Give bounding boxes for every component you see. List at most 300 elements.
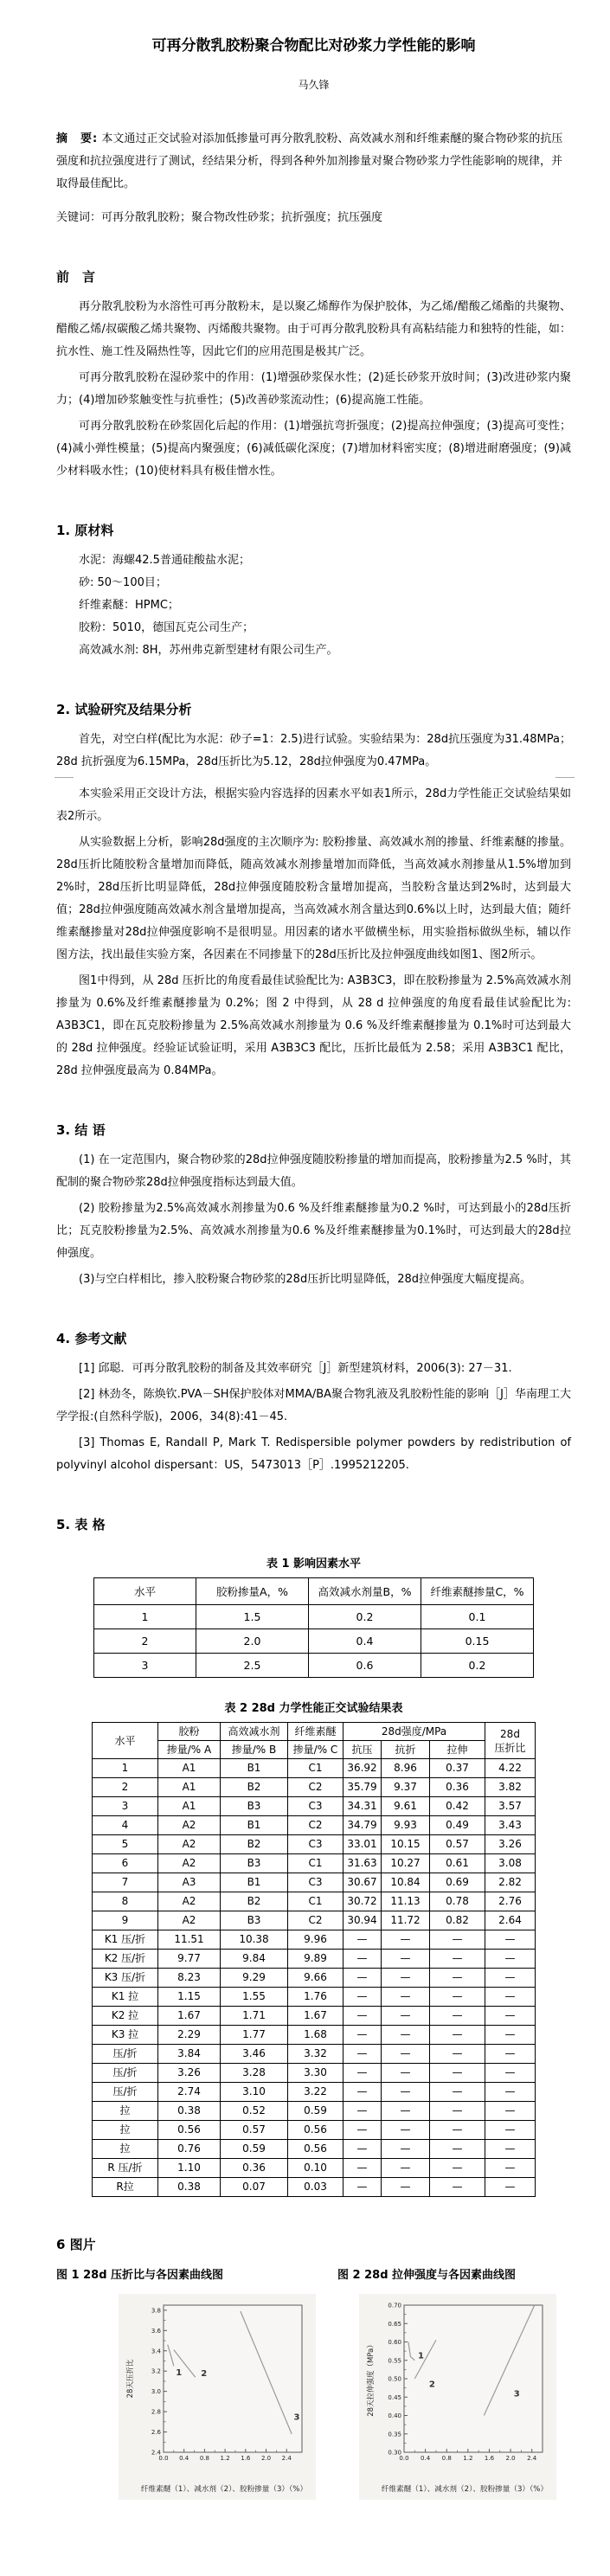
table-cell: 0.6 [309,1654,421,1678]
table-cell: 1.67 [158,2007,221,2026]
table-cell: 34.79 [344,1816,382,1835]
table-row [93,2026,536,2045]
paragraph: 水泥：海螺42.5普通硅酸盐水泥； [79,554,250,567]
table-cell: A2 [158,1911,221,1930]
table-cell: — [382,2121,430,2140]
col-header: 高效减水剂 [221,1723,288,1741]
table-cell: — [485,1930,536,1950]
table-orthogonal-results [92,1722,536,2197]
table-cell: 9.77 [158,1950,221,1969]
table-cell: R拉 [93,2178,158,2197]
svg-text:2.4: 2.4 [151,2449,161,2457]
table-cell: 0.49 [430,1816,485,1835]
figures-row [56,2265,571,2500]
table-cell: 3.43 [485,1816,536,1835]
paragraph: [2] 林劲冬，陈焕钦.PVA－SH保护胶体对MMA/BA聚合物乳液及乳胶粉性能的影响［J］华南理工大学学报:(自然科学版)，2006，34(8):41－45. [56,1388,571,1423]
table-cell: K2 拉 [93,2007,158,2026]
svg-text:纤维素醚（1）、减水剂（2）、胶粉掺量（3）（%）: 纤维素醚（1）、减水剂（2）、胶粉掺量（3）（%） [381,2485,549,2494]
page-title: 可再分散乳胶粉聚合物配比对砂浆力学性能的影响 [151,37,476,55]
table-cell: 4 [93,1816,158,1835]
paragraph: 砂: 50～100目； [79,576,167,589]
table-cell: C1 [288,1854,344,1873]
col-header: 抗压 [344,1741,382,1759]
svg-text:3.0: 3.0 [151,2388,161,2396]
table-cell: 拉 [93,2102,158,2121]
table-cell: — [485,2102,536,2121]
col-header: 水平 [93,1723,158,1759]
svg-text:3: 3 [293,2412,300,2423]
svg-text:1: 1 [418,2351,424,2361]
table-cell: B2 [221,1892,288,1911]
table-cell: 0.10 [288,2159,344,2178]
table-cell: — [382,2026,430,2045]
table-cell: — [485,2178,536,2197]
table-cell: 0.56 [288,2121,344,2140]
figure-2-caption: 图 2 28d 拉伸强度与各因素曲线图 [337,2269,517,2282]
table-row [93,1911,536,1930]
heading-conclusion: 3. 结 语 [56,1122,106,1138]
abstract [56,128,571,196]
table-cell: A1 [158,1778,221,1797]
table-cell: A1 [158,1759,221,1778]
table-cell: 0.59 [288,2102,344,2121]
chart-compression-flexure-ratio [119,2294,316,2500]
table1-caption: 表 1 影响因素水平 [266,1558,362,1571]
table-cell: — [382,1969,430,1988]
table-cell: 2.74 [158,2083,221,2102]
table-header-row [94,1578,534,1605]
table-row [93,1950,536,1969]
table-cell: — [344,2140,382,2159]
table-cell: 拉 [93,2140,158,2159]
svg-text:3: 3 [513,2389,520,2399]
table-cell: 0.56 [288,2140,344,2159]
table-cell: — [430,2140,485,2159]
table-cell: — [382,1988,430,2007]
table-header-row [93,1741,536,1759]
table-cell: 0.37 [430,1759,485,1778]
conclusion-list [56,1149,571,1291]
table-cell: 0.57 [221,2121,288,2140]
paragraph: 从实验数据上分析，影响28d强度的主次顺序为: 胶粉掺量、高效减水剂的掺量、纤维素醚的掺量。28d压折比随胶粉含量增加而降低，随高效减水剂掺量增加而降低，当高效减水剂掺量从1.5%增加到2%时，28d压折比明显降低，28d拉伸强度随胶粉含量增加提高，当胶粉含量达到2%时，达到最大值；28d拉伸强度随高效减水剂含量增加提高，当高效减水剂含量达到0.6%以上时，达到最大值；随纤维素醚掺量对28d拉伸强度影响不是很明显。用因素的诸水平做横坐标，用实验指标做纵坐标，辅以作图方法，找出最佳实验方案，各因素在不同掺量下的28d压折比及拉伸强度曲线如图1、图2所示。 [56,836,571,961]
table-cell: — [485,2007,536,2026]
svg-text:3.4: 3.4 [151,2348,161,2355]
table-cell: — [344,2083,382,2102]
table-row [94,1629,534,1654]
table-cell: 3.30 [288,2064,344,2083]
table-cell: C1 [288,1759,344,1778]
table-cell: K3 压/折 [93,1969,158,1988]
table-cell: 0.03 [288,2178,344,2197]
heading-research: 2. 试验研究及结果分析 [56,702,192,717]
svg-text:0.65: 0.65 [388,2320,401,2328]
table-cell: — [344,2102,382,2121]
table-cell: 2 [93,1778,158,1797]
svg-text:0.40: 0.40 [388,2412,401,2419]
svg-text:0.30: 0.30 [388,2449,401,2457]
table-cell: 30.72 [344,1892,382,1911]
table-cell: 2.64 [485,1911,536,1930]
table-cell: — [430,2178,485,2197]
svg-text:0.4: 0.4 [421,2455,431,2462]
svg-text:2.6: 2.6 [151,2429,161,2437]
paragraph: 再分散乳胶粉为水溶性可再分散粉末，是以聚乙烯醇作为保护胶体，为乙烯/醋酸乙烯酯的共聚物、醋酸乙烯/叔碳酸乙烯共聚物、丙烯酸共聚物。由于可再分散乳胶粉具有高粘结能力和独特的性能，如：抗水性、施工性及隔热性等，因此它们的应用范围是极其广泛。 [56,300,571,358]
page-break-marker [56,777,571,779]
svg-text:2.8: 2.8 [151,2408,161,2416]
keywords-line: 关键词：可再分散乳胶粉；聚合物改性砂浆；抗折强度；抗压强度 [56,211,383,224]
col-header: 纤维素醚掺量C，% [421,1578,534,1605]
table-row [94,1654,534,1678]
heading-materials: 1. 原材料 [56,523,114,538]
table-cell: 9.84 [221,1950,288,1969]
table-cell: — [430,1930,485,1950]
table-cell: — [344,2159,382,2178]
table-cell: A2 [158,1816,221,1835]
col-header: 掺量/% B [221,1741,288,1759]
table-cell: — [430,2102,485,2121]
col-header: 胶粉掺量A，% [196,1578,309,1605]
table-cell: 3.82 [485,1778,536,1797]
table-row [93,1759,536,1778]
col-header: 高效减水剂量B，% [309,1578,421,1605]
table-cell: — [485,2083,536,2102]
table-cell: 3.22 [288,2083,344,2102]
table-cell: 0.76 [158,2140,221,2159]
table-cell: 10.15 [382,1835,430,1854]
col-header: 28d 压折比 [485,1723,536,1759]
svg-text:2.0: 2.0 [260,2455,272,2462]
svg-text:2.4: 2.4 [527,2455,537,2462]
svg-text:1: 1 [176,2367,183,2378]
col-header: 纤维素醚 [288,1723,344,1741]
svg-text:2.4: 2.4 [281,2455,292,2462]
table-cell: — [430,2064,485,2083]
svg-text:3.6: 3.6 [151,2327,161,2335]
table-cell: 34.31 [344,1797,382,1816]
table-cell: 6 [93,1854,158,1873]
table-cell: — [485,1988,536,2007]
table-cell: 9.29 [221,1969,288,1988]
table-cell: 30.94 [344,1911,382,1930]
table-cell: 3.10 [221,2083,288,2102]
table-row [93,2045,536,2064]
svg-text:0.45: 0.45 [388,2393,401,2401]
table-cell: 11.72 [382,1911,430,1930]
table-cell: 1 [93,1759,158,1778]
table-row [93,2159,536,2178]
table-cell: A3 [158,1873,221,1892]
table-row [94,1605,534,1629]
table-cell: — [344,1969,382,1988]
table-cell: B1 [221,1759,288,1778]
table-cell: C3 [288,1797,344,1816]
paragraph: 本实验采用正交设计方法，根据实验内容选择的因素水平如表1所示，28d力学性能正交试验结果如表2所示。 [56,787,571,823]
abstract-label: 摘 要: [56,132,99,145]
table-row [93,2178,536,2197]
table-cell: — [344,2064,382,2083]
table-cell: 0.2 [309,1605,421,1629]
table-row [93,1778,536,1797]
table-cell: 1.76 [288,1988,344,2007]
table-cell: — [344,1988,382,2007]
table-row [93,1930,536,1950]
table-cell: K3 拉 [93,2026,158,2045]
svg-text:0.0: 0.0 [399,2455,409,2462]
author: 马久锋 [298,79,330,91]
table-cell: 9.61 [382,1797,430,1816]
paragraph: 图1中得到，从 28d 压折比的角度看最佳试验配比为: A3B3C3，即在胶粉掺量为 2.5%高效减水剂掺量为 0.6%及纤维素醚掺量为 0.2%；图 2 中得到，从 28 d 拉伸强度的角度看最佳试验配比为: A3B3C1，即在瓦克胶粉掺量为 2.5%高效减水剂掺量为 0.6 %及纤维素醚掺量为 0.1%时可达到最大的 28d 拉伸强度。经验证试验证明，采用 A3B3C3 配比，压折比最低为 2.58；采用 A3B3C1 配比，28d 拉伸强度最高为 0.84MPa。 [56,974,572,1077]
table-cell: 31.63 [344,1854,382,1873]
table-cell: 9.93 [382,1816,430,1835]
table-cell: R 压/折 [93,2159,158,2178]
table-cell: 0.52 [221,2102,288,2121]
table-cell: 0.36 [430,1778,485,1797]
table-cell: 3 [93,1797,158,1816]
svg-text:28天拉伸强度（MPa）: 28天拉伸强度（MPa） [367,2341,376,2417]
table-cell: 8.96 [382,1759,430,1778]
table-cell: 0.38 [158,2178,221,2197]
figure-2-block [337,2265,571,2500]
table-row [93,1835,536,1854]
table-row [93,1797,536,1816]
table-cell: 5 [93,1835,158,1854]
table-cell: C3 [288,1873,344,1892]
table-cell: K1 拉 [93,1988,158,2007]
table-cell: K1 压/折 [93,1930,158,1950]
table-cell: — [485,2140,536,2159]
col-header: 拉伸 [430,1741,485,1759]
table-cell: C1 [288,1892,344,1911]
table-cell: — [344,2045,382,2064]
table-cell: — [382,2102,430,2121]
table-cell: 3.08 [485,1854,536,1873]
table-cell: — [344,2026,382,2045]
svg-text:0.70: 0.70 [388,2302,401,2309]
svg-text:28天压折比: 28天压折比 [126,2359,135,2399]
table-cell: 11.13 [382,1892,430,1911]
col-header: 水平 [94,1578,196,1605]
table-cell: 10.84 [382,1873,430,1892]
table-cell: — [430,1969,485,1988]
table-cell: 0.78 [430,1892,485,1911]
table-cell: B2 [221,1835,288,1854]
table-cell: 9.96 [288,1930,344,1950]
paragraph: (1) 在一定范围内，聚合物砂浆的28d拉伸强度随胶粉掺量的增加而提高，胶粉掺量为2.5 %时，其配制的聚合物砂浆28d拉伸强度指标达到最大值。 [56,1153,571,1189]
table-cell: C2 [288,1911,344,1930]
table-cell: — [344,2007,382,2026]
table-row [93,2083,536,2102]
table-cell: 9.37 [382,1778,430,1797]
heading-figures: 6 图片 [56,2237,96,2252]
figure-2-chart [359,2294,556,2500]
paragraph: (2) 胶粉掺量为2.5%高效减水剂掺量为0.6 %及纤维素醚掺量为0.2 %时，可达到最小的28d压折比；瓦克胶粉掺量为2.5%、高效减水剂掺量为0.6 %及纤维素醚掺量为0.1%时，可达到最大的28d拉伸强度。 [56,1202,571,1260]
table-cell: 2.82 [485,1873,536,1892]
table-cell: — [485,1950,536,1969]
table-row [93,1816,536,1835]
table-cell: 压/折 [93,2064,158,2083]
col-header: 掺量/% C [288,1741,344,1759]
table-row [93,1854,536,1873]
figure-1-chart [119,2294,316,2500]
svg-text:0.8: 0.8 [199,2455,209,2462]
table-row [93,2102,536,2121]
table-cell: 1.55 [221,1988,288,2007]
abstract-text: 本文通过正交试验对添加低掺量可再分散乳胶粉、高效减水剂和纤维素醚的聚合物砂浆的抗压强度和抗拉强度进行了测试，经结果分析，得到各种外加剂掺量对聚合物砂浆力学性能影响的规律，并取得最佳配比。 [56,132,563,190]
table-cell: — [485,1969,536,1988]
table-cell: 0.38 [158,2102,221,2121]
table-cell: 压/折 [93,2083,158,2102]
table-cell: 2.0 [196,1629,309,1654]
table-cell: K2 压/折 [93,1950,158,1969]
table-cell: 9 [93,1911,158,1930]
table-row [93,2140,536,2159]
table-cell: C2 [288,1816,344,1835]
table-cell: 0.1 [421,1605,534,1629]
table-cell: — [382,2083,430,2102]
table-factor-levels [93,1577,534,1678]
table-cell: 拉 [93,2121,158,2140]
heading-foreword: 前 言 [56,269,96,285]
table-cell: 2 [94,1629,196,1654]
table-cell: — [344,2121,382,2140]
table-cell: B1 [221,1873,288,1892]
table-cell: 3.46 [221,2045,288,2064]
paragraph: 首先，对空白样(配比为水泥：砂子=1：2.5)进行试验。实验结果为：28d抗压强度为31.48MPa； 28d 抗折强度为6.15MPa，28d压折比为5.12，28d拉伸强度为0.47MPa。 [56,733,571,768]
table-cell: 4.22 [485,1759,536,1778]
table-cell: — [382,2159,430,2178]
chart-tensile-strength [359,2294,556,2500]
svg-text:3.2: 3.2 [151,2367,161,2375]
svg-text:2.0: 2.0 [505,2455,516,2462]
table-cell: 0.56 [158,2121,221,2140]
table-cell: 3.26 [158,2064,221,2083]
table-cell: 10.38 [221,1930,288,1950]
paragraph: 可再分散乳胶粉在湿砂浆中的作用：(1)增强砂浆保水性；(2)延长砂浆开放时间；(3)改进砂浆内聚力；(4)增加砂浆触变性与抗垂性；(5)改善砂浆流动性；(6)提高施工性能。 [56,371,571,407]
table-cell: 1.10 [158,2159,221,2178]
table-cell: — [485,2121,536,2140]
table-cell: 1 [94,1605,196,1629]
table-row [93,2121,536,2140]
table-cell: 3 [94,1654,196,1678]
table-cell: 0.15 [421,1629,534,1654]
svg-text:3.8: 3.8 [151,2307,161,2315]
table-cell: — [430,2026,485,2045]
table-cell: C3 [288,1835,344,1854]
figure-1-caption: 图 1 28d 压折比与各因素曲线图 [56,2269,224,2282]
svg-text:1.6: 1.6 [241,2455,251,2462]
table-cell: 1.15 [158,1988,221,2007]
table-cell: B2 [221,1778,288,1797]
table-cell: 3.28 [221,2064,288,2083]
table-cell: 2.76 [485,1892,536,1911]
table-header-row [93,1723,536,1741]
materials-list [56,549,571,662]
paragraph: 纤维素醚：HPMC； [79,599,179,612]
svg-text:0.55: 0.55 [388,2357,401,2365]
table-cell: 2.5 [196,1654,309,1678]
table-cell: 3.84 [158,2045,221,2064]
paragraph: (3)与空白样相比，掺入胶粉聚合物砂浆的28d压折比明显降低，28d拉伸强度大幅度提高。 [79,1273,532,1286]
table-cell: — [485,2026,536,2045]
table-cell: C2 [288,1778,344,1797]
table-cell: 0.07 [221,2178,288,2197]
table2-caption: 表 2 28d 力学性能正交试验结果表 [224,1702,403,1715]
table-cell: 0.69 [430,1873,485,1892]
table-cell: A1 [158,1797,221,1816]
svg-text:1.2: 1.2 [463,2455,473,2462]
table-cell: A2 [158,1854,221,1873]
table-cell: 0.59 [221,2140,288,2159]
foreword-paragraphs [56,296,571,483]
heading-tables: 5. 表 格 [56,1517,106,1532]
table-cell: 0.57 [430,1835,485,1854]
svg-text:2: 2 [201,2369,208,2380]
table-cell: 0.2 [421,1654,534,1678]
svg-text:1.6: 1.6 [484,2455,495,2462]
table-cell: 0.82 [430,1911,485,1930]
table-cell: — [344,1950,382,1969]
table-cell: — [382,1930,430,1950]
svg-text:2: 2 [428,2380,435,2390]
table-cell: — [485,2045,536,2064]
heading-references: 4. 参考文献 [56,1331,127,1346]
figure-1-block [56,2265,337,2500]
table-row [93,1969,536,1988]
table-cell: — [430,2045,485,2064]
table-cell: — [430,2159,485,2178]
col-header-group: 28d强度/MPa [344,1723,485,1741]
table-row [93,2064,536,2083]
table-cell: 1.77 [221,2026,288,2045]
table-cell: — [485,2064,536,2083]
table-cell: 3.26 [485,1835,536,1854]
svg-text:1.2: 1.2 [220,2455,230,2462]
table-cell: B3 [221,1911,288,1930]
svg-text:0.8: 0.8 [441,2455,452,2462]
svg-text:0.0: 0.0 [158,2455,169,2462]
table-cell: 3.32 [288,2045,344,2064]
table-cell: 1.67 [288,2007,344,2026]
table-cell: — [430,1950,485,1969]
table-cell: 压/折 [93,2045,158,2064]
table-cell: — [430,2007,485,2026]
table-cell: 35.79 [344,1778,382,1797]
table-cell: 11.51 [158,1930,221,1950]
table-cell: B3 [221,1797,288,1816]
paragraph: 胶粉：5010，德国瓦克公司生产； [79,621,254,634]
table-cell: — [430,2121,485,2140]
table-cell: — [344,1930,382,1950]
table-cell: — [430,1988,485,2007]
table-cell: 0.4 [309,1629,421,1654]
svg-text:纤维素醚（1）、减水剂（2）、胶粉掺量（3）（%）: 纤维素醚（1）、减水剂（2）、胶粉掺量（3）（%） [140,2485,308,2494]
table-row [93,1873,536,1892]
table-cell: 2.29 [158,2026,221,2045]
table-cell: 10.27 [382,1854,430,1873]
table-cell: 1.68 [288,2026,344,2045]
table-row [93,1892,536,1911]
table-cell: 3.57 [485,1797,536,1816]
table-cell: 1.5 [196,1605,309,1629]
col-header: 胶粉 [158,1723,221,1741]
svg-text:0.60: 0.60 [388,2339,401,2346]
table-cell: 0.61 [430,1854,485,1873]
svg-text:0.4: 0.4 [179,2455,189,2462]
col-header: 抗折 [382,1741,430,1759]
table-cell: 0.42 [430,1797,485,1816]
table-cell: — [430,2083,485,2102]
paragraph: 高效减水剂: 8H，苏州弗克新型建材有限公司生产。 [79,644,338,657]
